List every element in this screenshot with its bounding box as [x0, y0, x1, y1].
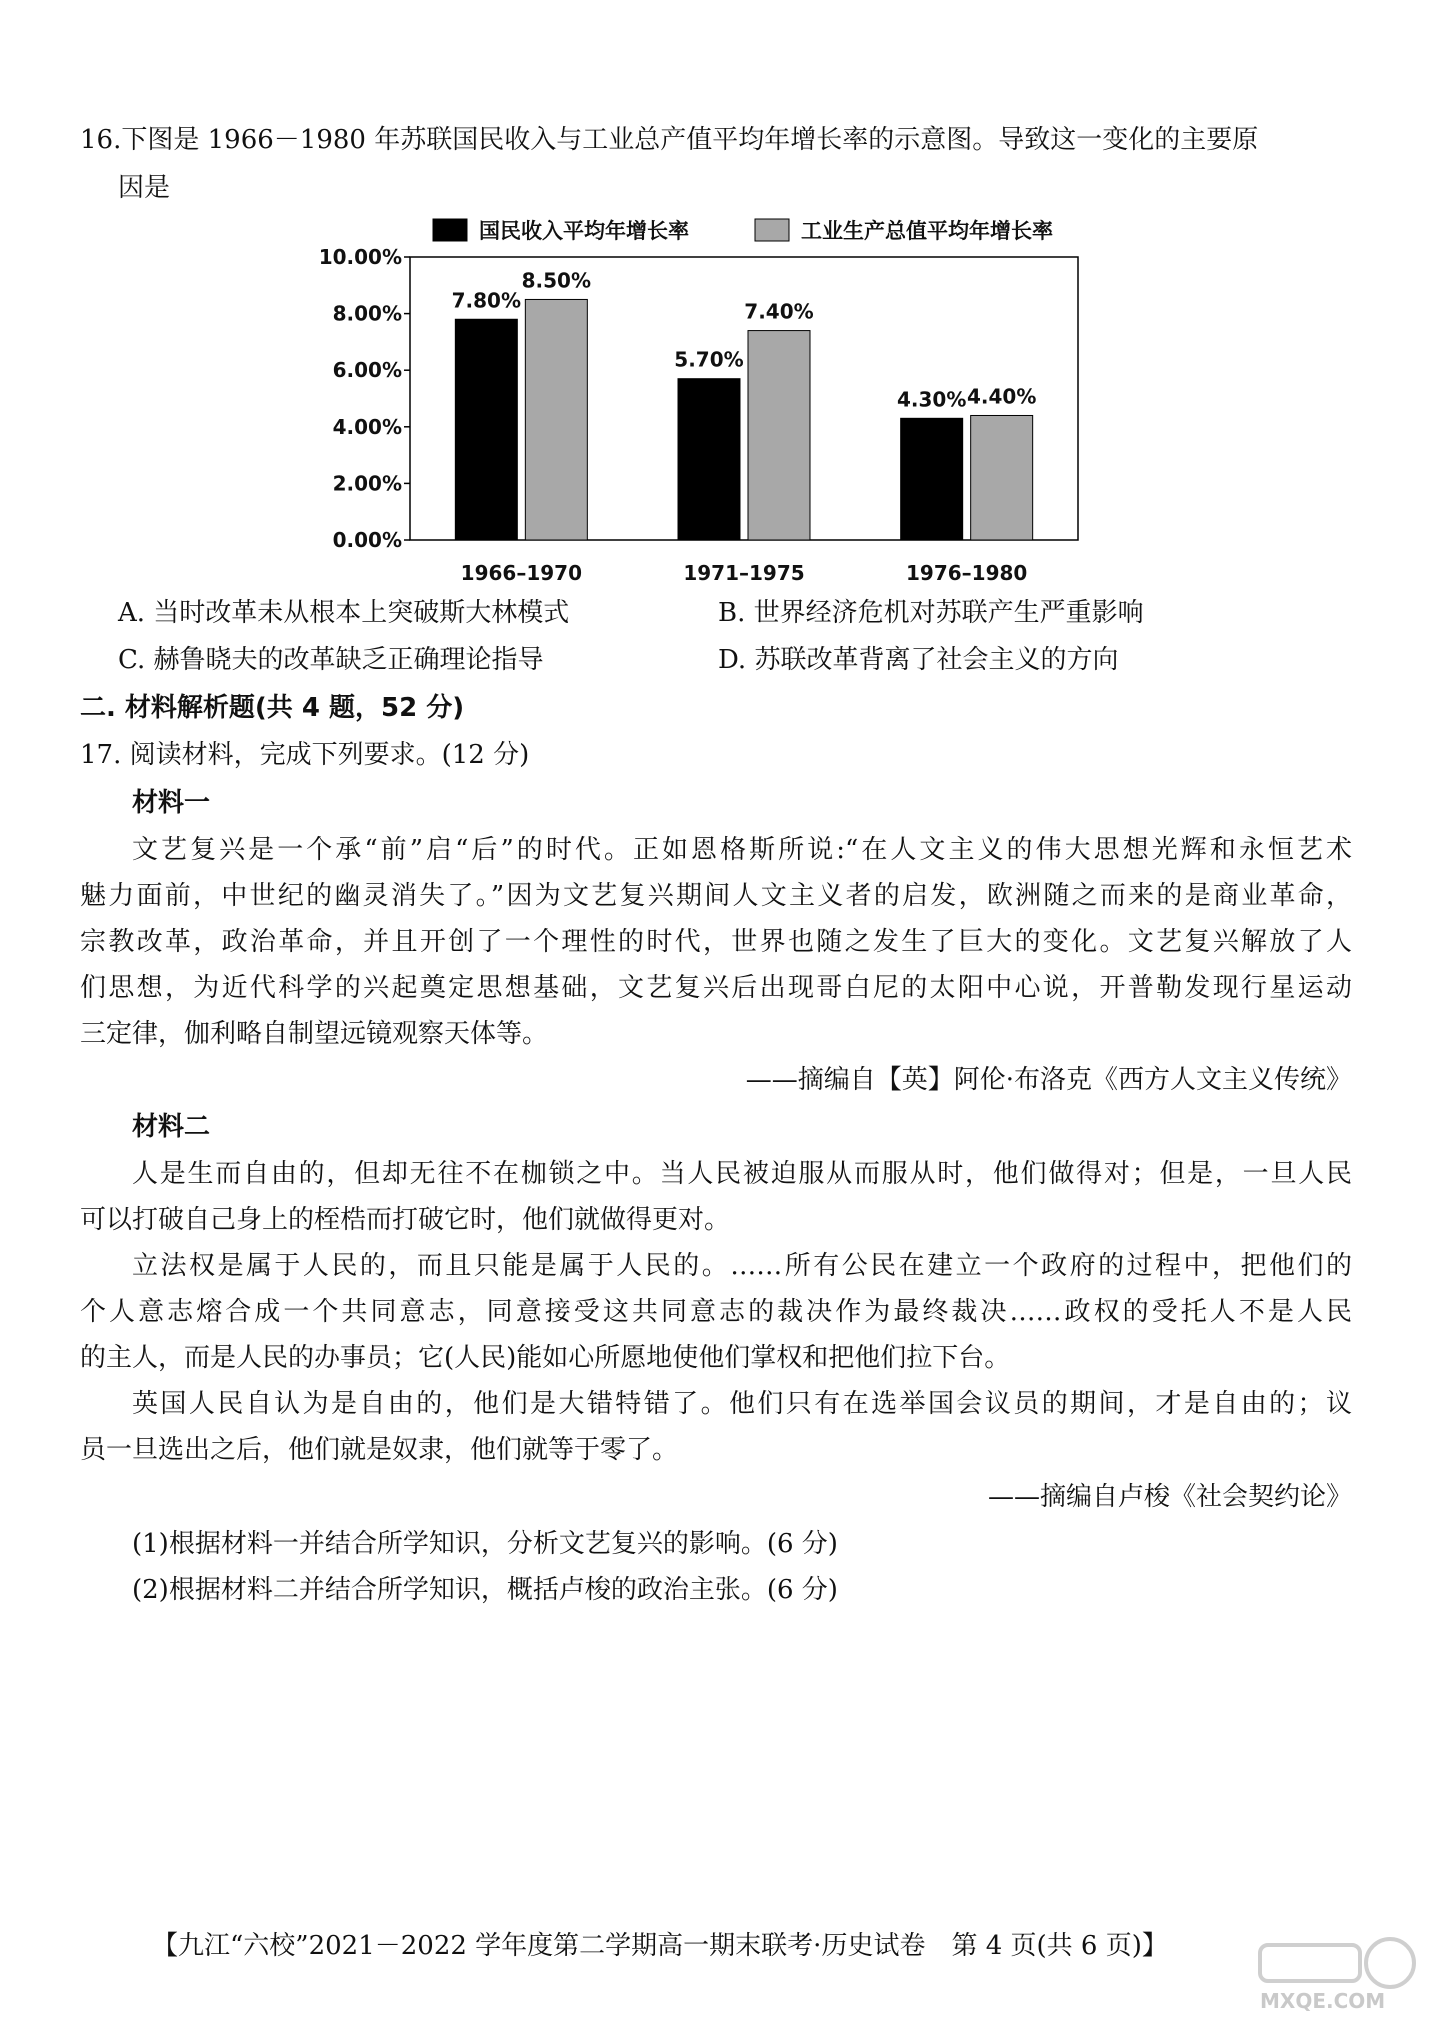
footer-text: 【九江“六校”2021－2022 学年度第二学期高一期末联考·历史试卷 第 4 页(共 6 页)】 [152, 1931, 1168, 1961]
q16-option-a: A. 当时改革未从根本上突破斯大林模式 [118, 598, 570, 628]
data-label: 4.30% [896, 387, 967, 412]
q16-stem-line2: 因是 [118, 173, 171, 203]
y-tick-label: 6.00% [332, 358, 402, 383]
section-title: 二. 材料解析题(共 4 题，52 分) [80, 693, 465, 723]
data-label: 7.80% [451, 288, 522, 313]
material1-title: 材料一 [132, 788, 211, 818]
q17-sub2: (2)根据材料二并结合所学知识，概括卢梭的政治主张。(6 分) [132, 1575, 838, 1605]
material1-line: 宗教改革，政治革命，并且开创了一个理性的时代，世界也随之发生了巨大的变化。文艺复兴解放了人 [80, 927, 1352, 957]
material2-line: 可以打破自己身上的桎梏而打破它时，他们就做得更对。 [80, 1205, 731, 1235]
bar [525, 299, 587, 540]
q17-sub1: (1)根据材料一并结合所学知识，分析文艺复兴的影响。(6 分) [132, 1529, 838, 1559]
material2-line: 立法权是属于人民的，而且只能是属于人民的。……所有公民在建立一个政府的过程中，把他们的 [132, 1251, 1352, 1281]
data-label: 8.50% [521, 268, 592, 293]
y-tick-label: 8.00% [332, 301, 402, 326]
material1-line: 魅力面前，中世纪的幽灵消失了。”因为文艺复兴期间人文主义者的启发，欧洲随之而来的是商业革命， [80, 881, 1352, 911]
legend-label: 国民收入平均年增长率 [479, 219, 689, 243]
material2-line: 的主人，而是人民的办事员；它(人民)能如心所愿地使他们掌权和把他们拉下台。 [80, 1343, 1011, 1373]
y-tick-label: 0.00% [332, 528, 402, 552]
bar [455, 319, 517, 540]
material2-line: 员一旦选出之后，他们就是奴隶，他们就等于零了。 [80, 1435, 679, 1465]
legend-label: 工业生产总值平均年增长率 [801, 219, 1053, 243]
watermark-logo [1250, 1935, 1420, 2015]
bar [678, 379, 740, 540]
q16-option-d: D. 苏联改革背离了社会主义的方向 [718, 645, 1119, 675]
x-tick-label: 1976–1980 [906, 561, 1028, 585]
q16-option-c: C. 赫鲁晓夫的改革缺乏正确理论指导 [118, 645, 544, 675]
material1-line: 文艺复兴是一个承“前”启“后”的时代。正如恩格斯所说:“在人文主义的伟大思想光辉和永恒艺术 [132, 835, 1352, 865]
material2-source: ——摘编自卢梭《社会契约论》 [987, 1482, 1352, 1512]
material2-title: 材料二 [132, 1112, 211, 1142]
y-tick-label: 2.00% [332, 471, 402, 496]
y-tick-label: 4.00% [332, 414, 402, 439]
material1-line: 们思想，为近代科学的兴起奠定思想基础，文艺复兴后出现哥白尼的太阳中心说，开普勒发现行星运动 [80, 973, 1352, 1003]
data-label: 4.40% [966, 384, 1037, 409]
data-label: 5.70% [674, 347, 744, 372]
x-tick-label: 1971–1975 [683, 561, 805, 585]
material2-line: 英国人民自认为是自由的，他们是大错特错了。他们只有在选举国会议员的期间，才是自由的；议 [132, 1389, 1352, 1419]
bar-chart [300, 205, 1120, 590]
bar [971, 415, 1033, 540]
material2-line: 人是生而自由的，但却无往不在枷锁之中。当人民被迫服从而服从时，他们做得对；但是，一旦人民 [132, 1159, 1352, 1189]
x-tick-label: 1966–1970 [460, 561, 582, 585]
material1-line: 三定律，伽利略自制望远镜观察天体等。 [80, 1019, 549, 1049]
bar [901, 418, 963, 540]
y-tick-label: 10.00% [318, 245, 402, 269]
q17-stem: 17. 阅读材料，完成下列要求。(12 分) [80, 740, 530, 770]
legend-swatch [755, 219, 789, 241]
q16-option-b: B. 世界经济危机对苏联产生严重影响 [718, 598, 1144, 628]
watermark-text: MXQE.COM [1260, 1989, 1386, 2013]
material2-line: 个人意志熔合成一个共同意志，同意接受这共同意志的裁决作为最终裁决……政权的受托人不是人民 [80, 1297, 1352, 1327]
data-label: 7.40% [744, 299, 814, 324]
q16-stem-line1: 16.下图是 1966－1980 年苏联国民收入与工业总产值平均年增长率的示意图。导致这一变化的主要原 [80, 125, 1259, 155]
legend-swatch [433, 219, 467, 241]
material1-source: ——摘编自【英】阿伦·布洛克《西方人文主义传统》 [745, 1065, 1352, 1095]
bar [748, 331, 810, 540]
